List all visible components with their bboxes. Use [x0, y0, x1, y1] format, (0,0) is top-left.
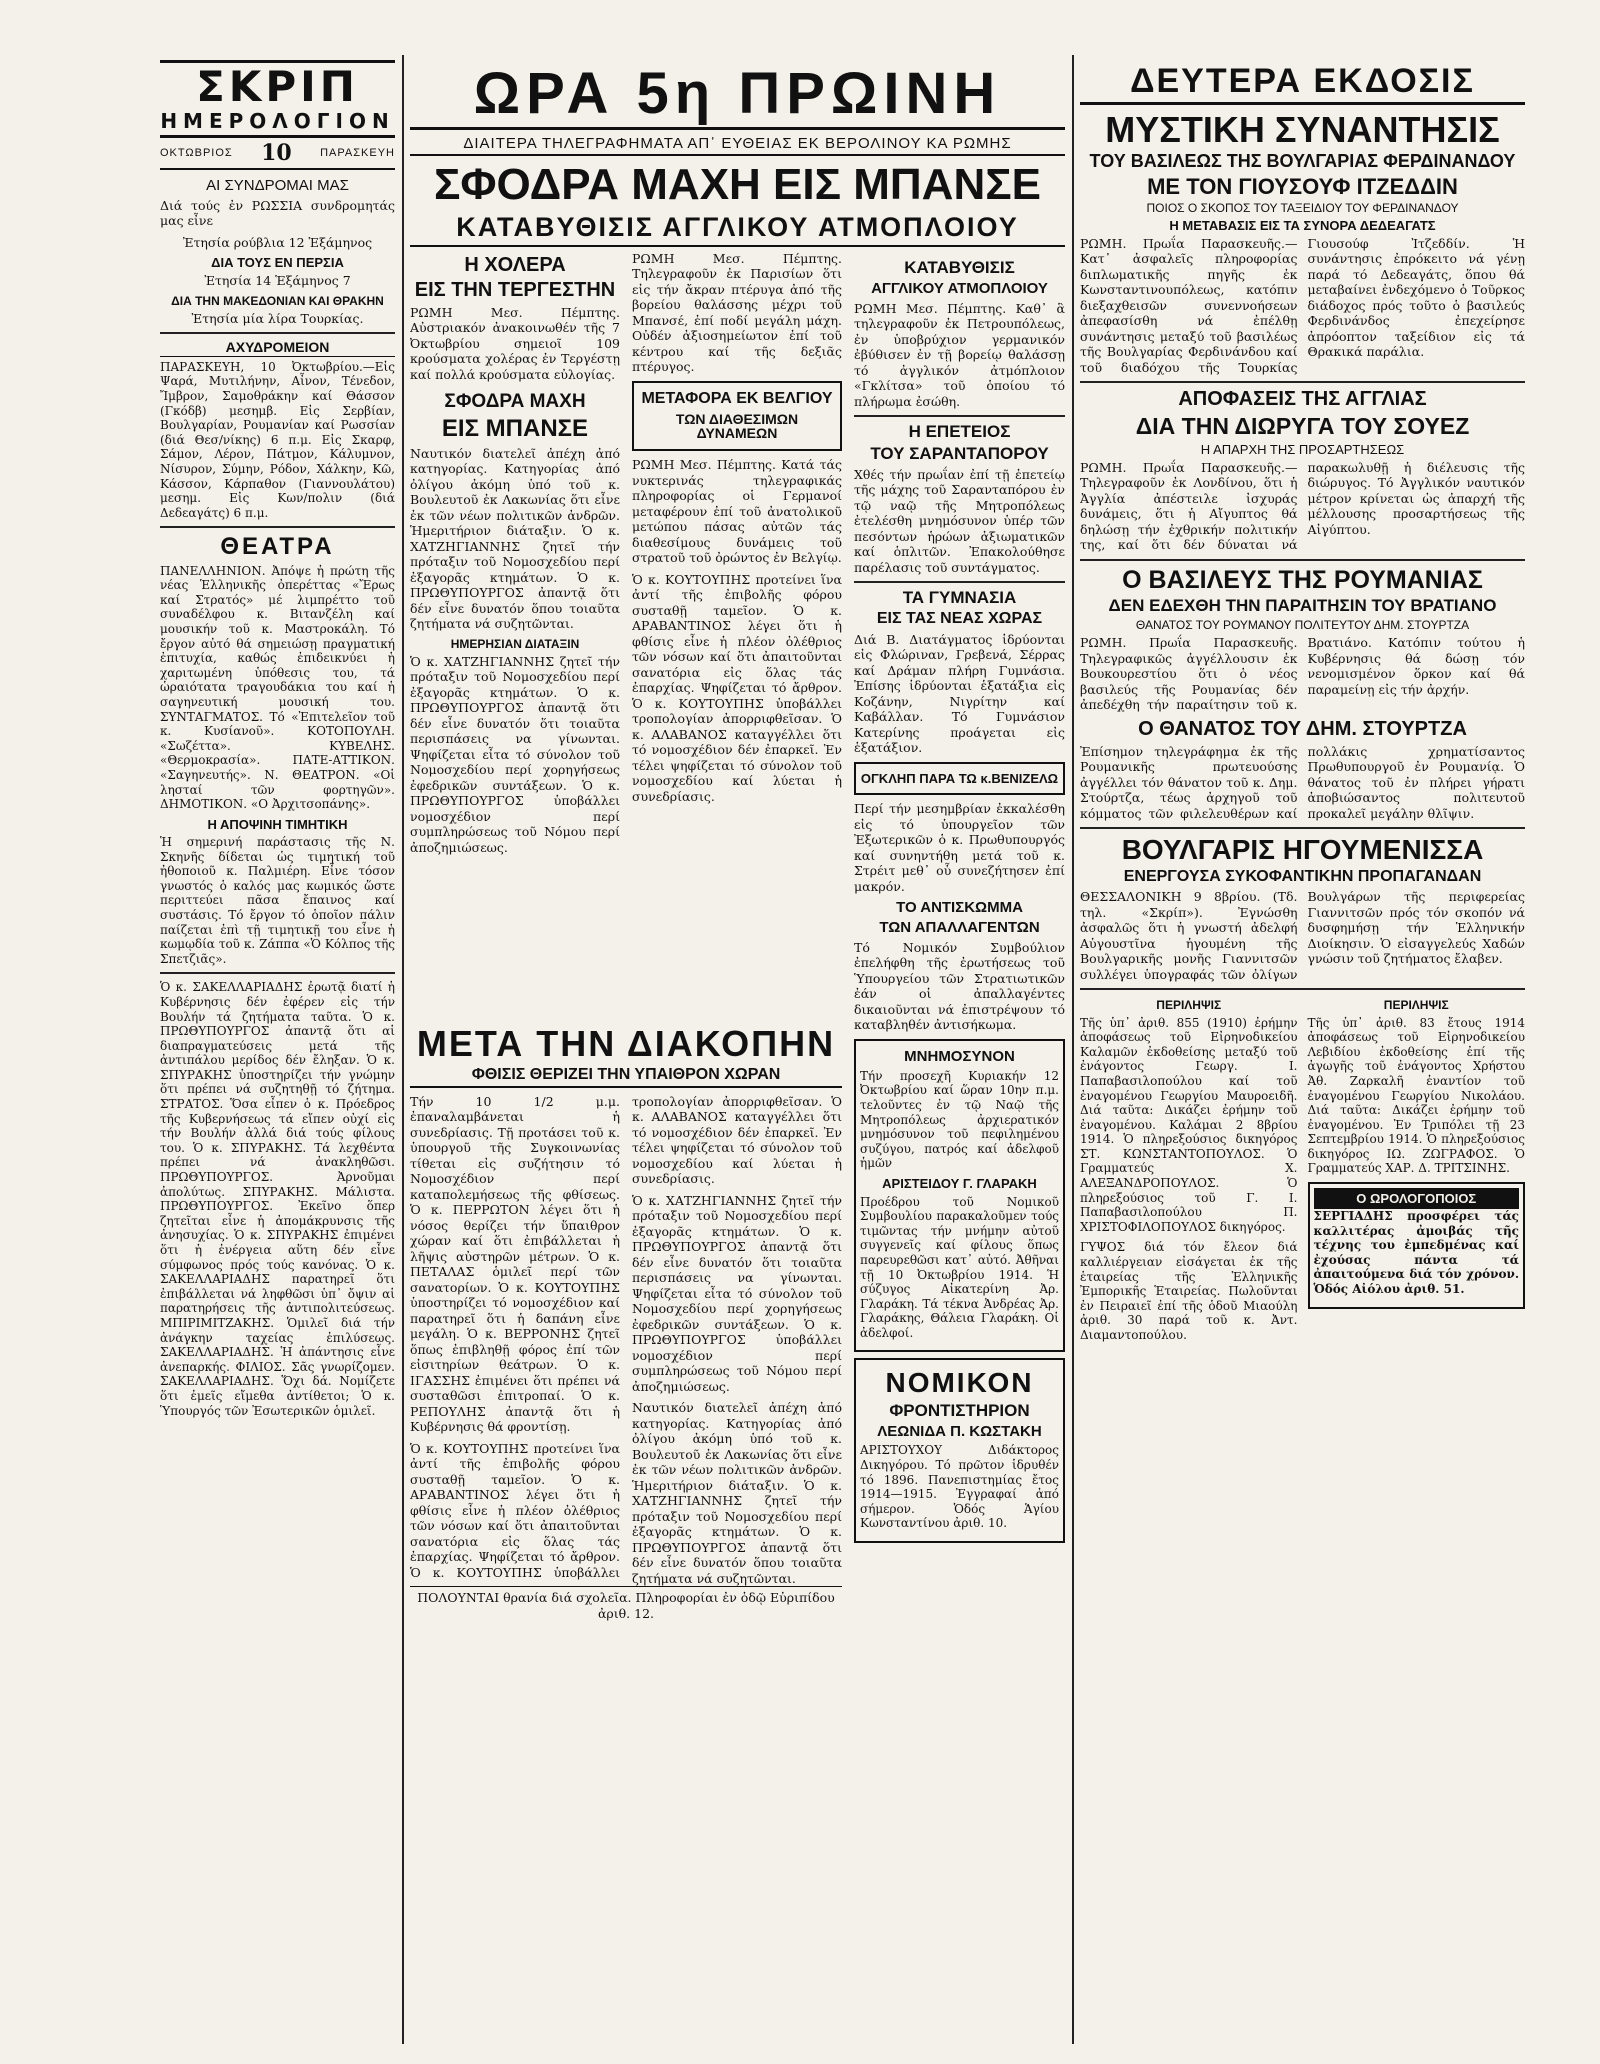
divider — [1080, 827, 1525, 829]
england-subtitle-2: Η ΑΠΑΡΧΗ ΤΗΣ ΠΡΟΣΑΡΤΗΣΕΩΣ — [1200, 441, 1405, 457]
notice-b-text: Τῆς ὑπ᾽ ἀριθ. 83 ἔτους 1914 ἀποφάσεως τοῦ Εἰρηνοδικείου Λεβιδίου ἐκδοθείσης ἐπί τῆς ἀγωγῆς τοῦ ἐνάγοντος Χρήστου Ἀθ. Ζαρκαλῆ ἐναντίον τοῦ ἐναγομένου Γεωργίου Νικολάου. Διά ταῦτα: Δικάζει ἐρήμην τοῦ ἐναγομένου. Ἐν Τριπόλει τῇ 23 Σεπτεμβρίου 1914. Ὁ πληρεξούσιος δικηγόρος ΙΩ. ΖΩΓΡΑΦΟΣ. Ὁ Γραμματεύς ΧΑΡ. Δ. ΤΡΙΤΣΙΝΗΣ. — [1307, 1015, 1525, 1176]
bulgarian-title: ΒΟΥΛΓΑΡΙΣ ΗΓΟΥΜΕΝΙΣΣΑ — [1121, 834, 1484, 866]
after-break-text: Τήν 10 1/2 μ.μ. ἐπαναλαμβάνεται ἡ συνεδρίασις. Τῇ προτάσει τοῦ κ. ὑπουργοῦ τῆς Συγκοινωνίας τίθεται εἰς συζήτησιν τό Νομοσχέδιον περί καταπολεμήσεως τῆς φθίσεως. Ὁ κ. ΠΕΡΡΩΤΟΝ λέγει ὅτι ἡ νόσος θερίζει τήν ὕπαιθρον χώραν καί ὅτι ἐπιβάλλεται ἡ λῆψις αὐστηρῶν μέτρων. Ὁ κ. ΠΕΤΑΛΑΣ ὁμιλεῖ περί τῶν σανατορίων. Ὁ κ. ΚΟΥΤΟΥΠΗΣ ὑποστηρίζει τό νομοσχέδιον καί παρατηρεῖ ὅτι ἡ δαπάνη εἶνε μεγάλη. Ὁ κ. ΒΕΡΡΟΝΗΣ ζητεῖ ὅπως ἐπιβληθῇ φόρος ἐπί τῶν εἰσιτηρίων θεάτρων. Ὁ κ. ΙΓΑΣΣΗΣ ἐπιμένει ὅτι πρέπει νά συσταθῶσι ἐπιτροπαί. Ὁ κ. ΡΕΠΟΥΛΗΣ ἀπαντᾷ ὅτι ἡ Κυβέρνησις θά φροντίσῃ. — [410, 1093, 620, 1435]
date-month: ΟΚΤΩΒΡΙΟΣ — [160, 147, 233, 159]
notices-row — [1080, 996, 1525, 1348]
memorial-title: ΜΝΗΜΟΣΥΝΟΝ — [904, 1047, 1015, 1065]
edition-title: ΔΕΥΤΕΡΑ ΕΚΔΟΣΙΣ — [1080, 64, 1525, 105]
divider — [160, 332, 395, 334]
notice-b-column — [1308, 996, 1526, 1348]
battle-title: ΣΦΟΔΡΑ ΜΑΧΗ — [444, 391, 586, 413]
cholera-subtitle: ΕΙΣ ΤΗΝ ΤΕΡΓΕΣΤΗΝ — [414, 278, 616, 301]
center-column — [410, 60, 1065, 2040]
after-break-title: ΜΕΤΑ ΤΗΝ ΔΙΑΚΟΠΗΝ — [416, 1022, 836, 1064]
schools-text: Διά Β. Διατάγματος ἱδρύονται εἰς Φλώριναν, Γρεβενά, Σέρρας καί Δράμαν πλήρη Γυμνάσια. Ἐπίσης ἱδρύονται ἑξατάξια εἰς Κοζάνην, Νιγρίτην καί Καβάλλαν. Τό Γυμνάσιον Κατερίνης προάγεται εἰς ἑξατάξιον. — [854, 631, 1065, 756]
after-break-text-4: Ναυτικόν διατελεῖ ἀπέχη ἀπό κατηγορίας. Κατηγορίας ἀπό ὀλίγου ἀκόμη ὑπό τοῦ κ. Βουλευτοῦ ἐκ Λακωνίας ὅτι εἶνε ἐκ τῶν νέων πολιτικῶν ἀνδρῶν. Ἡμεριτήριον διάταξιν. Ὁ κ. ΧΑΤΖΗΓΙΑΝΝΗΣ ζητεῖ τήν πρόταξιν τοῦ Νομοσχεδίου περί ἐξαγορᾶς κτημάτων. Ὁ κ. ΠΡΩΘΥΠΟΥΡΓΟΣ ἀπαντᾷ ὅτι δέν εἶνε δυνατόν ὅπου τοιαῦτα ζητήματα νά συζητῶνται. — [632, 1400, 842, 1586]
divider — [854, 581, 1065, 583]
after-break-block — [410, 1021, 842, 1941]
schools-subtitle: ΕΙΣ ΤΑΣ ΝΕΑΣ ΧΩΡΑΣ — [876, 610, 1043, 628]
sink-text: ΡΩΜΗ Μεσ. Πέμπτης. Καθ᾽ ἃ τηλεγραφοῦν ἐκ Πετρουπόλεως, ἐν ὑποβρύχιον γερμανικόν ἐβύθισεν ἐν τῇ βορείῳ θαλάσσῃ τό ἀγγλικόν ἀτμόπλοιον «Γκλίτσα» τοῦ ὁποίου τό πλήρωμα ἐσώθη. — [854, 300, 1065, 409]
meeting-subtitle-2: ΜΕ ΤΟΝ ΓΙΟΥΣΟΥΦ ΙΤΖΕΔΔΙΝ — [1147, 174, 1458, 200]
bulgarian-text: ΘΕΣΣΑΛΟΝΙΚΗ 9 8βρίου. (Τδ. τηλ. «Σκρίπ»). Ἐγνώσθη ἀσφαλῶς ὅτι ἡ γνωστή ἀδελφή Αὐγουστῖνα ἡγουμένη τῆς Βουλγαρικῆς μονῆς Γιαννιτσῶν συλλέγει ὑπογραφάς τῶν ὀλίγων Βουλγάρων τῆς περιφερείας Γιαννιτσῶν πρός τόν σκοπόν νά δυσφημήσῃ τήν Ἑλληνικήν Διοίκησιν. Ὁ εἰσαγγελεύς Χαδών γνώσιν τοῦ ζητήματος ἔλαβεν. — [1080, 889, 1525, 982]
after-text-2: Ὁ κ. ΚΟΥΤΟΥΠΗΣ προτείνει ἵνα ἀντί τῆς ἐπιβολῆς φόρου συσταθῇ ταμεῖον. Ὁ κ. ΑΡΑΒΑΝΤΙΝΟΣ λέγει ὅτι ἡ φθίσις εἶνε ἡ πλέον ὀλέθριος τῶν νόσων καί ὅτι ἀπαιτοῦνται σανατόρια εἰς ὅλας τάς ἐπαρχίας. Ψηφίζεται τό ἄρθρον. Ὁ κ. ΚΟΥΤΟΥΠΗΣ ὑποβάλλει τροπολογίαν ἀπορριφθεῖσαν. Ὁ κ. ΑΛΑΒΑΝΟΣ καταγγέλλει ὅτι τό νομοσχέδιον δέν ἐπαρκεῖ. Ἐν τέλει ψηφίζεται τό σύνολον τοῦ νομοσχεδίου καί λύεται ἡ συνεδρίασις. — [632, 571, 842, 804]
memorial-text-2: Προέδρου τοῦ Νομικοῦ Συμβουλίου παρακαλοῦμεν τούς τιμῶντας τήν μνήμην αὐτοῦ συγγενεῖς καί φίλους ὅπως παρευρεθῶσι κατ᾽ αὐτό. Ἀθῆναι τῇ 10 Ὀκτωβρίου 1914. Ἡ σύζυγος Αἰκατερίνη Ἀρ. Γλαράκη. Τά τέκνα Ἀνδρέας Ἀρ. Γλαράκης, Θάλεια Γλαράκη. Οἱ ἀδελφοί. — [860, 1194, 1059, 1340]
clockmaker-ad — [1308, 1182, 1526, 1309]
transfer-subtitle: ΤΩΝ ΔΙΑΘΕΣΙΜΩΝ ΔΥΝΑΜΕΩΝ — [675, 410, 799, 442]
notice-c-text: ΓΥΨΟΣ διά τόν ἔλεον διά καλλιέργειαν εἰσάγεται ἐκ τῆς ἑταιρείας τῆς Ἑλληνικῆς Ἐμπορικῆς Ἑταιρείας. Πωλοῦνται ἐν Πειραιεῖ ἐπί τῆς ὁδοῦ Μιαούλη ἀριθ. 30 παρά τοῦ κ. Ἀντ. Διαμαντοπούλου. — [1080, 1240, 1298, 1343]
masthead — [160, 60, 395, 138]
england-subtitle: ΔΙΑ ΤΗΝ ΔΙΩΡΥΓΑ ΤΟΥ ΣΟΥΕΖ — [1135, 413, 1470, 440]
center-body — [410, 251, 1065, 1941]
date-weekday: ΠΑΡΑΣΚΕΥΗ — [320, 147, 395, 159]
subscriptions-line: Ἐτησία μία λίρα Τουρκίας. — [191, 310, 364, 326]
subscriptions-line: Διά τούς ἐν ΡΩΣΣΙΑ συνδρομητάς μας εἶνε — [160, 197, 395, 228]
memo-title: ΤΟ ΑΝΤΙΣΚΩΜΜΑ — [896, 899, 1023, 917]
transfer-title: ΜΕΤΑΦΟΡΑ ΕΚ ΒΕΛΓΙΟΥ — [641, 389, 833, 407]
meeting-subtitle-1: ΤΟΥ ΒΑΣΙΛΕΩΣ ΤΗΣ ΒΟΥΛΓΑΡΙΑΣ ΦΕΡΔΙΝΑΝΔΟΥ — [1089, 151, 1516, 172]
subscriptions-line: Ἐτησία ρούβλια 12 Ἑξάμηνος — [182, 234, 373, 250]
main-headline: ΣΦΟΔΡΑ ΜΑΧΗ ΕΙΣ ΜΠΑΝΣΕ — [434, 160, 1041, 210]
death-text: Ἐπίσημον τηλεγράφημα ἐκ τῆς Ρουμανικῆς πρωτευούσης ἀγγέλλει τόν θάνατον τοῦ κ. Δημ. Στούρτζα, τέως ἀρχηγοῦ τοῦ κόμματος τῶν φιλελευθέρων καί πολλάκις χρηματίσαντος Πρωθυπουργοῦ ἐν Ρουμανίᾳ. Ὁ θάνατος τοῦ ἐν πλήρει γήρατι ἀποβιώσαντος πολιτευτοῦ προκαλεῖ μεγάλην θλῖψιν. — [1080, 743, 1525, 821]
school-ad-box — [854, 1358, 1065, 1543]
post-text: ΠΑΡΑΣΚΕΥΗ, 10 Ὀκτωβρίου.—Εἰς Ψαρά, Μυτιλήνην, Αἶνον, Τένεδον, Ἴμβρον, Σαμοθράκην καί Θάσσον (Γκόδβ) μεσημβ. Εἰς Σερβίαν, Βουλγαρίαν, Ρουμανίαν καί Ρωσσίαν (διά Θεσ/νίκης) 6 π.μ. Εἰς Σκαρφ, Σάμον, Λέρον, Πάτμον, Κάλυμνον, Νίσυρον, Σύμην, Ρόδον, Χάλκην, Κῶ, Κάσσον, Κάρπαθον (Γιαννουλάτου) μεσημ. Εἰς Κων/πολιν (διά Δεδεαγάτς) 6 π.μ. — [160, 359, 395, 520]
death-title: Ο ΘΑΝΑΤΟΣ ΤΟΥ ΔΗΜ. ΣΤΟΥΡΤΖΑ — [1138, 717, 1467, 740]
center-subcolumn-3 — [854, 251, 1065, 1941]
cholera-text: ΡΩΜΗ Μεσ. Πέμπτης. Αὐστριακόν ἀνακοινωθέν τῆς 7 Ὀκτωβρίου σημειοῖ 109 κρούσματα χολέρας ἐν Τεργέστῃ καί πολλά κρούσματα εὐλογίας. — [410, 304, 620, 382]
romania-text: ΡΩΜΗ. Πρωΐα Παρασκευῆς. Τηλεγραφικῶς ἀγγέλλουσιν ἐκ Βουκουρεστίου ὅτι ὁ νέος βασιλεύς τῆς Ρουμανίας δέν ἀπεδέχθη τήν παραίτησιν τοῦ κ. Βρατιάνο. Κατόπιν τούτου ἡ Κυβέρνησις θά δώσῃ τόν νενομισμένον ὅρκον καί θά παραμείνῃ εἰς τήν ἀρχήν. — [1080, 635, 1525, 713]
cholera-title: Η ΧΟΛΕΡΑ — [464, 253, 566, 276]
session-title: ΗΜΕΡΗΣΙΑΝ ΔΙΑΤΑΞΙΝ — [450, 636, 580, 651]
clockmaker-text: ΣΕΡΓΙΑΔΗΣ προσφέρει τάς καλλιτέρας ἀμοιβάς τῆς τέχνης του ἐμπεδμένας καί ἐχούσας πάντα τά ἀπαιτούμενα διά τόν χρόνον. Ὁδός Αἰόλου ἀριθ. 51. — [1313, 1209, 1519, 1297]
after-break-text-2: Ὁ κ. ΚΟΥΤΟΥΠΗΣ προτείνει ἵνα ἀντί τῆς ἐπιβολῆς φόρου συσταθῇ ταμεῖον. Ὁ κ. ΑΡΑΒΑΝΤΙΝΟΣ λέγει ὅτι ἡ φθίσις εἶνε ἡ πλέον ὀλέθριος τῶν νόσων καί ὅτι ἀπαιτοῦνται σανατόρια εἰς ὅλας τάς ἐπαρχίας. Ψηφίζεται τό ἄρθρον. Ὁ κ. ΚΟΥΤΟΥΠΗΣ ὑποβάλλει τροπολογίαν ἀπορριφθεῖσαν. Ὁ κ. ΑΛΑΒΑΝΟΣ καταγγέλλει ὅτι τό νομοσχέδιον δέν ἐπαρκεῖ. Ἐν τέλει ψηφίζεται τό σύνολον τοῦ νομοσχεδίου καί λύεται ἡ συνεδρίασις. — [410, 1093, 842, 1580]
anniversary-subtitle: ΤΟΥ ΣΑΡΑΝΤΑΠΟΡΟΥ — [870, 443, 1049, 463]
after-break-text-3: Ὁ κ. ΧΑΤΖΗΓΙΑΝΝΗΣ ζητεῖ τήν πρόταξιν τοῦ Νομοσχεδίου περί ἐξαγορᾶς κτημάτων. Ὁ κ. ΠΡΩΘΥΠΟΥΡΓΟΣ ἀπαντᾷ ὅτι δέν εἶνε δυνατόν ὅτι τοιαῦτα περισπάσεις να γίνωνται. Ψηφίζεται εἶτα τό σύνολον τοῦ Νομοσχεδίου περί χορηγήσεως ἐφεδρικῶν συντάξεων. Ὁ κ. ΠΡΩΘΥΠΟΥΡΓΟΣ ὑποβάλλει νομοσχέδιον περί συμπληρώσεως τοῦ Νόμου περί ἀποζημιώσεως. — [632, 1192, 842, 1394]
debate-text: Ὁ κ. ΣΑΚΕΛΛΑΡΙΑΔΗΣ ἐρωτᾷ διατί ἡ Κυβέρνησις δέν ἐφέρεν εἰς τήν Βουλήν τά ζητήματα ταῦτα. Ὁ κ. ΠΡΩΘΥΠΟΥΡΓΟΣ ἀπαντᾷ ὅτι αἱ διαπραγματεύσεις μετά τῆς ἀντιπάλου μερίδος δέν ἔληξαν. Ὁ κ. ΣΠΥΡΑΚΗΣ ὑποστηρίζει τήν γνώμην ὅτι πρέπει νά συζητηθῇ τό ζήτημα. ΣΤΡΑΤΟΣ. Ὅσα εἶπεν ὁ κ. Πρόεδρος τῆς Κυβερνήσεως τά εἴπεν οὐχί εἰς τήν Βουλήν ἀλλά διά τούς φίλους του. Ὁ κ. ΣΠΥΡΑΚΗΣ. Τά λεχθέντα πρέπει νά ἀνακληθῶσι. ΠΡΩΘΥΠΟΥΡΓΟΣ. Ἀρνοῦμαι ἀπολύτως. ΣΠΥΡΑΚΗΣ. Μάλιστα. ΠΡΩΘΥΠΟΥΡΓΟΣ. Ἐκεῖνο ὅπερ ζητεῖται εἶνε ἡ ἀπομάκρυνσις τῆς ἀνησυχίας. Ὁ κ. ΣΠΥΡΑΚΗΣ ἐπιμένει ὅτι ἡ ἐνέργεια αὕτη δέν εἶνε σύμφωνος πρός τούς κανόνας. Ὁ κ. ΣΑΚΕΛΛΑΡΙΑΔΗΣ παρατηρεῖ ὅτι ἐπιβάλλεται νά ληφθῶσι ὑπ᾽ ὄψιν αἱ παρατηρήσεις τῆς ἀντιπολιτεύσεως. ΜΠΙΡΙΜΙΤΖΑΚΗΣ. Ὁμιλεῖ διά τήν ἀνάγκην ταχείας ἐπιλύσεως. ΣΑΚΕΛΛΑΡΙΑΔΗΣ. Ἡ ἀπάντησις εἶνε ἀνεπαρκής. ΦΙΛΙΟΣ. Σᾶς γνωρίζομεν. ΣΑΚΕΛΛΑΡΙΑΔΗΣ. Ὅχι δά. Νομίζετε ὅτι ἐμεῖς εἴμεθα ἀντίθετοι; Ὁ κ. Ὑπουργός τῶν Ἐσωτερικῶν ὁμιλεῖ. — [160, 980, 395, 1418]
notice-a-text: Τῆς ὑπ᾽ ἀριθ. 855 (1910) ἐρήμην ἀποφάσεως τοῦ Εἰρηνοδικείου Καλαμῶν ἐκδοθείσης μεταξύ τοῦ ἐνάγοντος Γεωργ. Ι. Παπαβασιλοπούλου καί τοῦ ἐναγομένου Γεωργίου Μαυροειδῆ. Διά ταῦτα: Δικάζει ἐρήμην τοῦ ἐναγομένου. Καλάμαι 2 8βρίου 1914. Ὁ πληρεξούσιος δικηγόρος ΣΤ. ΚΩΝΣΤΑΝΤΟΠΟΥΛΟΣ. Ὁ Γραμματεύς Χ. ΑΛΕΞΑΝΔΡΟΠΟΥΛΟΣ. Ὁ πληρεξούσιος τοῦ Γ. Ι. Παπαβασιλοπούλου Π. ΧΡΙΣΤΟΦΙΛΟΠΟΥΛΟΣ δικηγόρος. — [1080, 1015, 1298, 1234]
theatre-title: ΘΕΑΤΡΑ — [220, 533, 335, 561]
after-break-columns — [410, 1094, 842, 1587]
romania-subtitle: ΔΕΝ ΕΔΕΧΘΗ ΤΗΝ ΠΑΡΑΙΤΗΣΙΝ ΤΟΥ ΒΡΑΤΙΑΝΟ — [1108, 596, 1497, 616]
tribute-text: Ἡ σημερινή παράστασις τῆς Ν. Σκηνῆς δίδεται ὡς τιμητική τοῦ ἠθοποιοῦ κ. Παλμιέρη. Εἶνε τόσον γνωστός ὁ καλός μας κωμικός ὥστε περιττεύει πᾶσα ἔπαινος καί συστάσις. Τό ἔργον τό ὁποῖον πάλιν παίζεται ἐπὶ τῇ τιμητικῇ του εἶνε ἡ κωμῳδία τοῦ κ. Ζάππα «Ὁ Κόλπος τῆς Σπετζιᾶς». — [160, 834, 395, 966]
meeting-headline: ΜΥΣΤΙΚΗ ΣΥΝΑΝΤΗΣΙΣ — [1105, 108, 1500, 150]
sink-title: ΚΑΤΑΒΥΘΙΣΙΣ — [904, 257, 1015, 277]
anniversary-text: Χθές τήν πρωΐαν ἐπί τῇ ἐπετείῳ τῆς μάχης τοῦ Σαρανταπόρου ἐν τῷ ναῷ τῆς Μητροπόλεως ἐτελέσθη μνημόσυνον ὑπέρ τῶν πεσόντων ἡρώων ἀξιωματικῶν καί ὁπλιτῶν. Ἐπακολούθησε παρέλασις τοῦ συντάγματος. — [854, 466, 1065, 575]
after-break-subtitle: ΦΘΙΣΙΣ ΘΕΡΙΖΕΙ ΤΗΝ ΥΠΑΙΘΡΟΝ ΧΩΡΑΝ — [410, 1067, 842, 1088]
notice-b-title: ΠΕΡΙΛΗΨΙΣ — [1383, 998, 1449, 1013]
meeting-question-2: Η ΜΕΤΑΒΑΣΙΣ ΕΙΣ ΤΑ ΣΥΝΟΡΑ ΔΕΔΕΑΓΑΤΣ — [1169, 217, 1436, 233]
sale-notice: ΠΟΛΟΥΝΤΑΙ θρανία διά σχολεῖα. Πληροφορίαι ἐν ὁδῷ Εὐριπίδου ἀριθ. 12. — [410, 1586, 842, 1621]
england-title: ΑΠΟΦΑΣΕΙΣ ΤΗΣ ΑΓΓΛΙΑΣ — [1178, 388, 1427, 411]
venizelos-title: ΟΓΚΛΗΠ ΠΑΡΑ ΤΩ κ.ΒΕΝΙΖΕΛΩ — [860, 770, 1059, 786]
schools-title: ΤΑ ΓΥΜΝΑΣΙΑ — [902, 588, 1017, 608]
venizelos-text: Περί τήν μεσημβρίαν ἐκκαλέσθη εἰς τό ὑπουργεῖον τῶν Ἐξωτερικῶν ὁ κ. Πρωθυπουργός καί συνηντήθη μετά τοῦ κ. Στρέιτ μεθ᾽ οὗ συνεζήτησεν ἐπί μακρόν. — [854, 801, 1065, 894]
date-day: 10 — [261, 140, 292, 166]
column-rule — [402, 55, 404, 2044]
transfer-text: ΡΩΜΗ Μεσ. Πέμπτης. Κατά τάς νυκτερινάς τηλεγραφικάς πληροφορίας οἱ Γερμανοί μεταφέρουν ἐπί τοῦ ἀνατολικοῦ μετώπου πάσας αὐτῶν τάς διαθεσίμους δυνάμεις τοῦ στρατοῦ τοῦ ὀρώντος ἐν Βελγίῳ. — [632, 457, 842, 566]
theatre-text: ΠΑΝΕΛΛΗΝΙΟΝ. Ἀπόψε ἡ πρώτη τῆς νέας Ἑλληνικῆς ὀπερέττας «Ἔρως καί Στρατός» μέ λιμπρέττο τοῦ συναδέλφου κ. Βιτανζέλη καί μουσικήν τοῦ κ. Μαστροκάλη. Τό ἔργον αὐτό θά σημειώσῃ πραγματική ἐπιτυχία, καθώς ἐπιδεικνύει ἡ χαριτωμένη ὑπόθεσις του, τά ὡραιότατα τραγουδάκια του καί ἡ σαγηνευτική μουσική του. ΣΥΝΤΑΓΜΑΤΟΣ. Τό «Ἐπιτελεῖον τοῦ κ. Κυσίανοῦ». ΚΟΤΟΠΟΥΛΗ. «Σωζέττα». ΚΥΒΕΛΗΣ. «Θερμοκρασία». ΠΑΤΕ-ΑΤΤΙΚΟΝ. «Σαγηνευτής». Ν. ΘΕΑΤΡΟΝ. «Οἱ λησταί τῶν φορτηγῶν». ΔΗΜΟΤΙΚΟΝ. «Ο Ἀρχιτσοπάνης». — [160, 563, 395, 812]
memo-subtitle: ΤΩΝ ΑΠΑΛΛΑΓΕΝΤΩΝ — [879, 919, 1040, 937]
venizelos-box — [854, 762, 1065, 796]
ad-subtitle: ΦΡΟΝΤΙΣΤΗΡΙΟΝ — [889, 1400, 1030, 1420]
transfer-box — [632, 381, 842, 451]
right-column — [1080, 60, 1525, 2040]
memorial-name: ΑΡΙΣΤΕΙΔΟΥ Γ. ΓΛΑΡΑΚΗ — [882, 1175, 1037, 1191]
meeting-question: ΠΟΙΟΣ Ο ΣΚΟΠΟΣ ΤΟΥ ΤΑΞΕΙΔΙΟΥ ΤΟΥ ΦΕΡΔΙΝΑΝΔΟΥ — [1146, 201, 1459, 216]
bulgarian-subtitle: ΕΝΕΡΓΟΥΣΑ ΣΥΚΟΦΑΝΤΙΚΗΝ ΠΡΟΠΑΓΑΝΔΑΝ — [1123, 867, 1482, 885]
battle-text: ΡΩΜΗ Μεσ. Πέμπτης. Τηλεγραφοῦν ἐκ Παρισίων ὅτι εἰς τήν ἄκραν πτέρυγα ἀπό τῆς βορείου θαλάσσης μέχρι τοῦ Μπανσέ, ἐπί ποδί μεγάλη μάχη. Οὐδέν ἀξιοσημείωτον ἐπί τοῦ κέντρου καί τῆς δεξιᾶς πτέρυγος. — [632, 250, 842, 375]
divider — [854, 415, 1065, 417]
meeting-text: ΡΩΜΗ. Πρωΐα Παρασκευῆς.—Κατ᾽ ἀσφαλεῖς πληροφορίας διπλωματικῆς πηγῆς ἐκ Κωνσταντινουπόλεως, κατόπιν διεξαχθεισῶν συνεννοήσεων ἀπεφασίσθη νά ἐπέλθῃ συνάντησις μεταξύ τοῦ βασιλέως τῆς Βουλγαρίας Φερδινάνδου καί τοῦ διαδόχου τῆς Τουρκίας Γιουσούφ Ἰτζεδδίν. Ἡ συνάντησις ἐπρόκειτο νά γένῃ παρά τό Δεδεαγάτς, ὅπου θά μεταβαίνει ἐνδεχόμενο ὁ Τοῦρκος διάδοχος πρός τοῦτο ὁ βασιλεύς Φερδινάνδος ἐπεχείρησε ἀπρόοπτον ταξείδιον εἰς τά Θρακικά παράλια. — [1080, 235, 1525, 375]
subscriptions-line: Ἐτησία 14 Ἑξάμηνος 7 — [204, 273, 351, 289]
divider — [1080, 988, 1525, 990]
divider — [160, 972, 395, 974]
sink-subtitle: ΑΓΓΛΙΚΟΥ ΑΤΜΟΠΛΟΙΟΥ — [871, 279, 1048, 297]
date-line — [160, 138, 395, 170]
subscriptions-title: ΑΙ ΣΥΝΔΡΟΜΑΙ ΜΑΣ — [206, 177, 349, 194]
memo-text: Τό Νομικόν Συμβούλιον ἐπελήφθη τῆς ἐρωτήσεως τοῦ Ὑπουργείου τῶν Στρατιωτικῶν ἐάν οἱ ἀπαλλαγέντες δικαιοῦνται νά ἐπιστρέψουν τό καταβληθέν ἀντισήκωμα. — [854, 939, 1065, 1033]
divider — [1080, 559, 1525, 561]
divider — [160, 526, 395, 528]
masthead-subtitle: ΗΜΕΡΟΛΟΓΙΟΝ — [160, 109, 395, 133]
parliament-text: Ναυτικόν διατελεῖ ἀπέχη ἀπό κατηγορίας. Κατηγορίας ἀπό ὀλίγου ἀκόμη ὑπό τοῦ κ. Βουλευτοῦ ἐκ Λακωνίας ὅτι εἶνε ἐκ τῶν νέων πολιτικῶν ἀνδρῶν. Ἡμεριτήριον διάταξιν. Ὁ κ. ΧΑΤΖΗΓΙΑΝΝΗΣ ζητεῖ τήν πρόταξιν τοῦ Νομοσχεδίου περί ἐξαγορᾶς κτημάτων. Ὁ κ. ΠΡΩΘΥΠΟΥΡΓΟΣ ἀπαντᾷ ὅτι δέν εἶνε δυνατόν ὅπου τοιαῦτα ζητήματα νά συζητῶνται. — [410, 445, 620, 632]
banner-title: ΩΡΑ 5η ΠΡΩΙΝΗ — [410, 64, 1065, 130]
tribute-title: Η ΑΠΟΨΙΝΗ ΤΙΜΗΤΙΚΗ — [207, 816, 348, 832]
memorial-box — [854, 1039, 1065, 1352]
battle-subtitle: ΕΙΣ ΜΠΑΝΣΕ — [441, 415, 589, 443]
center-subcolumn-1 — [410, 251, 620, 1011]
romania-subtitle-2: ΘΑΝΑΤΟΣ ΤΟΥ ΡΟΥΜΑΝΟΥ ΠΟΛΙΤΕΥΤΟΥ ΔΗΜ. ΣΤΟΥΡΤΖΑ — [1135, 617, 1470, 632]
masthead-name: ΣΚΡΙΠ — [196, 62, 359, 111]
england-text: ΡΩΜΗ. Πρωΐα Παρασκευῆς.—Τηλεγραφοῦν ἐκ Λονδίνου, ὅτι ἡ Ἀγγλία ἀπέστειλε ἰσχυράς δυνάμεις, ὅτι ἡ Αἴγυπτος θά δηλώσῃ τήν ἐχθρικήν πολιτικήν της, καί ὅτι δέν δύναται νά παρακωλυθῇ ἡ διέλευσις τῆς διώρυγος. Τό Ἀγγλικόν ναυτικόν μέτρον κρίνεται ὡς ἀπαρχή τῆς μέλλουσης προσαρτήσεως τῆς Αἰγύπτου. — [1080, 459, 1525, 553]
main-headline-2: ΚΑΤΑΒΥΘΙΣΙΣ ΑΓΓΛΙΚΟΥ ΑΤΜΟΠΛΟΙΟΥ — [410, 213, 1065, 247]
notice-a-title: ΠΕΡΙΛΗΨΙΣ — [1156, 998, 1222, 1013]
divider — [1080, 381, 1525, 383]
session-text: Ὁ κ. ΧΑΤΖΗΓΙΑΝΝΗΣ ζητεῖ τήν πρόταξιν τοῦ Νομοσχεδίου περί ἐξαγορᾶς κτημάτων. Ὁ κ. ΠΡΩΘΥΠΟΥΡΓΟΣ ἀπαντᾷ ὅτι δέν εἶνε δυνατόν ὅτι τοιαῦτα περισπάσεις να γίνωνται. Ψηφίζεται εἶτα τό σύνολον τοῦ Νομοσχεδίου περί χορηγήσεως ἐφεδρικῶν συντάξεων. Ὁ κ. ΠΡΩΘΥΠΟΥΡΓΟΣ ὑποβάλλει νομοσχέδιον περί συμπληρώσεως τοῦ Νόμου περί ἀποζημιώσεως. — [410, 653, 620, 855]
banner-subtitle: ΔΙΑΙΤΕΡΑ ΤΗΛΕΓΡΑΦΗΜΑΤΑ ΑΠ᾽ ΕΥΘΕΙΑΣ ΕΚ ΒΕΡΟΛΙΝΟΥ ΚΑ ΡΩΜΗΣ — [410, 134, 1065, 157]
ad-title: ΝΟΜΙΚΟΝ — [885, 1367, 1034, 1399]
post-title: ΑΧΥΔΡΟΜΕΙΟΝ — [160, 340, 395, 356]
subscriptions-line: ΔΙΑ ΤΗΝ ΜΑΚΕΔΟΝΙΑΝ ΚΑΙ ΘΡΑΚΗΝ — [171, 293, 384, 308]
anniversary-title: Η ΕΠΕΤΕΙΟΣ — [908, 422, 1011, 442]
memorial-text: Τήν προσεχῆ Κυριακήν 12 Ὀκτωβρίου καί ὥραν 10ην π.μ. τελοῦντες ἐν τῷ Ναῷ τῆς Μητροπόλεως ἀρχιερατικόν μνημόσυνον τοῦ πεφιλημένου συζύγου, πατρός καί ἀδελφοῦ ἡμῶν — [860, 1068, 1059, 1171]
center-subcolumn-2 — [632, 251, 842, 1011]
romania-title: Ο ΒΑΣΙΛΕΥΣ ΤΗΣ ΡΟΥΜΑΝΙΑΣ — [1122, 565, 1483, 594]
column-rule — [1072, 55, 1074, 2044]
ad-name: ΛΕΩΝΙΔΑ Π. ΚΩΣΤΑΚΗ — [877, 1422, 1042, 1440]
clockmaker-title: Ο ΩΡΟΛΟΓΟΠΟΙΟΣ — [1314, 1188, 1520, 1209]
subscriptions-line: ΔΙΑ ΤΟΥΣ ΕΝ ΠΕΡΣΙΑ — [211, 255, 344, 270]
left-column — [160, 60, 395, 2040]
notice-a-column — [1080, 996, 1298, 1348]
ad-text: ΑΡΙΣΤΟΥΧΟΥ Διδάκτορος Δικηγόρου. Τό πρῶτον ἱδρυθέν τό 1896. Πανεπιστημίας ἔτος 1914—1915. Ἐγγραφαί ἀπό σήμερον. Ὁδός Ἁγίου Κωνσταντίνου ἀριθ. 10. — [860, 1443, 1059, 1531]
